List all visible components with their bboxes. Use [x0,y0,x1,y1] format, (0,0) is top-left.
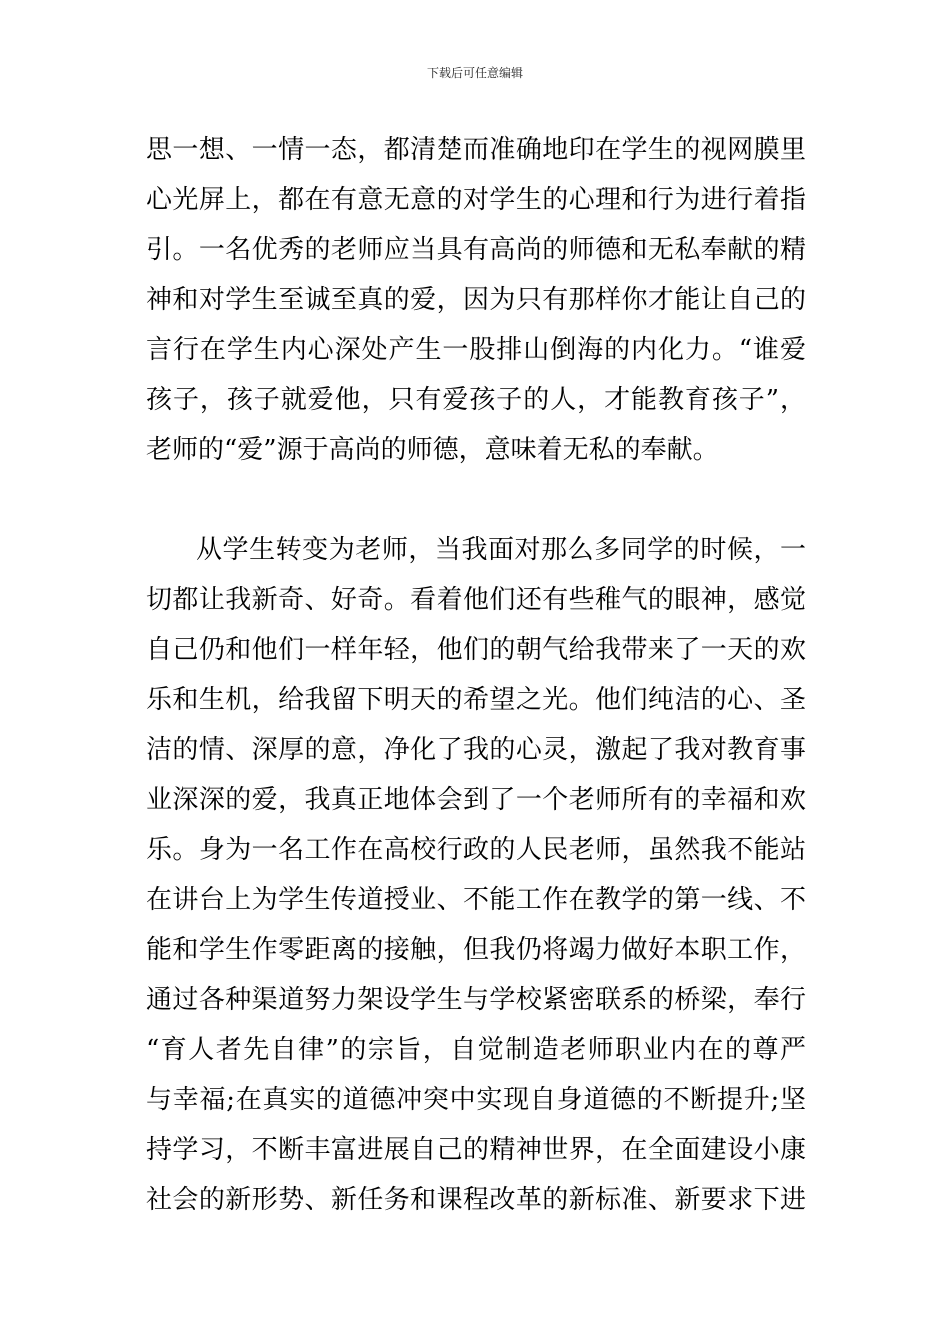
text-line: 与幸福;在真实的道德冲突中实现自身道德的不断提升;坚 [146,1085,806,1115]
text-line: 持学习，不断丰富进展自己的精神世界，在全面建设小康 [146,1135,806,1165]
text-line: 通过各种渠道努力架设学生与学校紧密联系的桥梁，奉行 [146,985,806,1015]
text-line: 孩子，孩子就爱他，只有爱孩子的人，才能教育孩子”， [146,385,806,415]
text-line: 洁的情、深厚的意，净化了我的心灵，激起了我对教育事 [146,735,806,765]
text-line: 神和对学生至诚至真的爱，因为只有那样你才能让自己的 [146,285,806,315]
text-line: 从学生转变为老师，当我面对那么多同学的时候，一 [196,535,806,565]
text-line: 社会的新形势、新任务和课程改革的新标准、新要求下进 [146,1185,806,1215]
page-header: 下载后可任意编辑 [426,66,523,80]
text-line: 自己仍和他们一样年轻，他们的朝气给我带来了一天的欢 [146,635,806,665]
text-line: 业深深的爱，我真正地体会到了一个老师所有的幸福和欢 [146,785,806,815]
text-line: 乐。身为一名工作在高校行政的人民老师，虽然我不能站 [146,835,806,865]
text-line: 言行在学生内心深处产生一股排山倒海的内化力。“谁爱 [146,335,806,365]
text-line: 乐和生机，给我留下明天的希望之光。他们纯洁的心、圣 [146,685,806,715]
text-line: 能和学生作零距离的接触，但我仍将竭力做好本职工作， [146,935,806,965]
text-line: 在讲台上为学生传道授业、不能工作在教学的第一线、不 [146,885,806,915]
text-line: 心光屏上，都在有意无意的对学生的心理和行为进行着指 [146,185,806,215]
text-line: 老师的“爱”源于高尚的师德，意味着无私的奉献。 [146,435,719,465]
text-line: 思一想、一情一态，都清楚而准确地印在学生的视网膜里 [146,135,806,165]
text-line: 切都让我新奇、好奇。看着他们还有些稚气的眼神，感觉 [146,585,806,615]
text-line: 引。一名优秀的老师应当具有高尚的师德和无私奉献的精 [146,235,806,265]
text-line: “育人者先自律”的宗旨，自觉制造老师职业内在的尊严 [146,1035,806,1065]
